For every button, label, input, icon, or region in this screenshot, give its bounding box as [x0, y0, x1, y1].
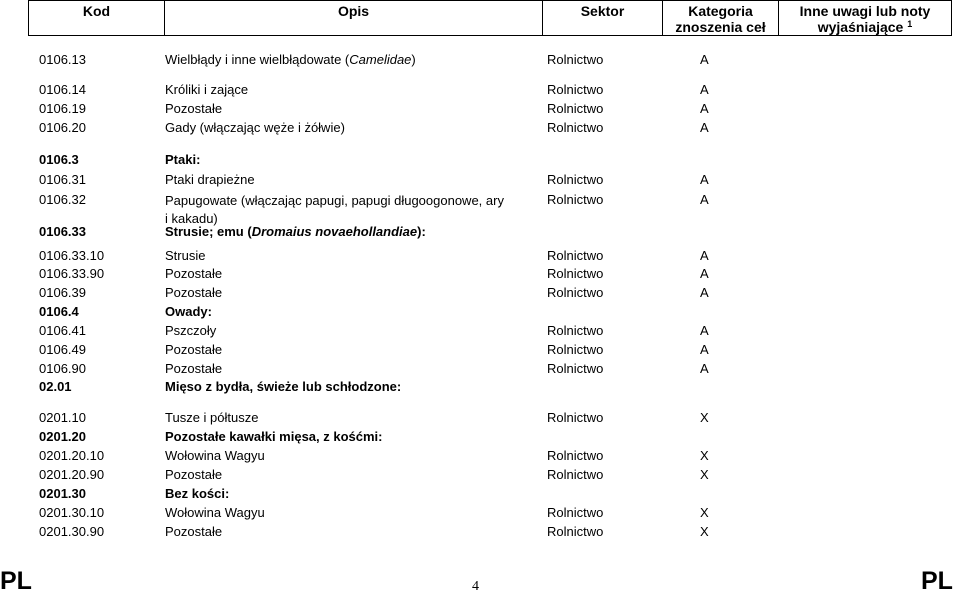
- row-code: 0201.10: [39, 410, 86, 425]
- row-sector: Rolnictwo: [547, 448, 604, 463]
- row-code: 02.01: [39, 379, 72, 394]
- table-row: [0, 101, 960, 119]
- row-description: Pozostałe: [165, 524, 223, 539]
- row-description: Pozostałe: [165, 467, 223, 482]
- row-sector: Rolnictwo: [547, 82, 604, 97]
- row-code: 0106.33: [39, 224, 86, 239]
- row-description: Mięso z bydła, świeże lub schłodzone:: [165, 379, 402, 394]
- row-sector: Rolnictwo: [547, 120, 604, 135]
- row-code: 0201.20.10: [39, 448, 105, 463]
- row-category: A: [700, 248, 709, 263]
- row-category: A: [700, 342, 709, 357]
- row-code: 0106.49: [39, 342, 86, 357]
- row-sector: Rolnictwo: [547, 361, 604, 376]
- row-description: Tusze i półtusze: [165, 410, 259, 425]
- table-row: [0, 52, 960, 70]
- row-code: 0201.30: [39, 486, 86, 501]
- page-number: 4: [472, 579, 479, 594]
- table-row: [0, 410, 960, 428]
- row-code: 0201.30.90: [39, 524, 105, 539]
- header-notes: Inne uwagi lub noty wyjaśniające $^1$: [799, 3, 931, 35]
- row-description: Gady (włączając węże i żółwie): [165, 120, 345, 135]
- row-category: A: [700, 52, 709, 67]
- row-description: Owady:: [165, 304, 212, 319]
- row-category: A: [700, 101, 709, 116]
- table-row: [0, 248, 960, 266]
- row-code: 0106.41: [39, 323, 86, 338]
- table-row: [0, 379, 960, 397]
- row-code: 0106.32: [39, 192, 86, 207]
- row-category: A: [700, 172, 709, 187]
- row-sector: Rolnictwo: [547, 248, 604, 263]
- row-sector: Rolnictwo: [547, 505, 604, 520]
- row-category: A: [700, 266, 709, 281]
- row-sector: Rolnictwo: [547, 323, 604, 338]
- row-description: Pszczoły: [165, 323, 217, 338]
- row-description: Wołowina Wagyu: [165, 448, 265, 463]
- table-row: [0, 524, 960, 542]
- row-code: 0201.30.10: [39, 505, 105, 520]
- row-sector: Rolnictwo: [547, 524, 604, 539]
- row-description: Papugowate (włączając papugi, papugi długoogonowe, ary i kakadu): [165, 193, 504, 226]
- row-description: Wielbłądy i inne wielbłądowate (Camelidae): [165, 52, 416, 67]
- table-row: [0, 152, 960, 170]
- row-code: 0106.19: [39, 101, 86, 116]
- row-category: A: [700, 192, 709, 207]
- table-row: [0, 429, 960, 447]
- row-code: 0106.14: [39, 82, 86, 97]
- row-category: A: [700, 82, 709, 97]
- table-row: [0, 342, 960, 360]
- row-code: 0106.90: [39, 361, 86, 376]
- row-category: X: [700, 505, 709, 520]
- row-description: Wołowina Wagyu: [165, 505, 265, 520]
- table-row: [0, 266, 960, 284]
- row-description: Ptaki:: [165, 152, 201, 167]
- table-row: [0, 361, 960, 379]
- row-description: Ptaki drapieżne: [165, 172, 255, 187]
- row-description: Pozostałe kawałki mięsa, z kośćmi:: [165, 429, 383, 444]
- row-code: 0106.3: [39, 152, 79, 167]
- row-code: 0201.20.90: [39, 467, 105, 482]
- footer-language-right: PL: [921, 567, 953, 595]
- row-category: X: [700, 467, 709, 482]
- table-row: [0, 323, 960, 341]
- row-description: Strusie: [165, 248, 206, 263]
- row-category: X: [700, 448, 709, 463]
- row-category: A: [700, 285, 709, 300]
- row-code: 0106.4: [39, 304, 79, 319]
- row-code: 0106.31: [39, 172, 86, 187]
- row-code: 0201.20: [39, 429, 86, 444]
- row-description: Króliki i zające: [165, 82, 249, 97]
- row-category: X: [700, 524, 709, 539]
- row-code: 0106.33.10: [39, 248, 105, 263]
- row-sector: Rolnictwo: [547, 285, 604, 300]
- row-sector: Rolnictwo: [547, 192, 604, 207]
- header-description: Opis: [165, 1, 543, 35]
- row-sector: Rolnictwo: [547, 266, 604, 281]
- row-description: Pozostałe: [165, 361, 223, 376]
- row-description: Pozostałe: [165, 285, 223, 300]
- row-sector: Rolnictwo: [547, 172, 604, 187]
- row-sector: Rolnictwo: [547, 101, 604, 116]
- header-code: Kod: [29, 1, 165, 35]
- row-sector: Rolnictwo: [547, 467, 604, 482]
- row-description: Pozostałe: [165, 101, 223, 116]
- row-category: A: [700, 323, 709, 338]
- row-sector: Rolnictwo: [547, 410, 604, 425]
- row-code: 0106.39: [39, 285, 86, 300]
- row-code: 0106.20: [39, 120, 86, 135]
- footer-language-left: PL: [0, 567, 32, 595]
- table-row: [0, 304, 960, 322]
- row-description: Strusie; emu (Dromaius novaehollandiae):: [165, 224, 426, 239]
- row-code: 0106.33.90: [39, 266, 105, 281]
- table-row: [0, 285, 960, 303]
- table-row: [0, 172, 960, 190]
- row-sector: Rolnictwo: [547, 52, 604, 67]
- header-category: Kategoria znoszenia ceł: [663, 1, 779, 35]
- row-category: A: [700, 361, 709, 376]
- row-sector: Rolnictwo: [547, 342, 604, 357]
- row-category: X: [700, 410, 709, 425]
- table-row: [0, 505, 960, 523]
- table-row: [0, 448, 960, 466]
- row-category: A: [700, 120, 709, 135]
- header-sector: Sektor: [543, 1, 663, 35]
- table-row: [0, 192, 960, 228]
- row-code: 0106.13: [39, 52, 86, 67]
- table-row: [0, 467, 960, 485]
- table-header: [28, 0, 952, 36]
- table-row: [0, 82, 960, 100]
- row-description: Pozostałe: [165, 342, 223, 357]
- table-row: [0, 120, 960, 138]
- row-description: Bez kości:: [165, 486, 230, 501]
- row-description: Pozostałe: [165, 266, 223, 281]
- table-row: [0, 486, 960, 504]
- table-row: [0, 224, 960, 242]
